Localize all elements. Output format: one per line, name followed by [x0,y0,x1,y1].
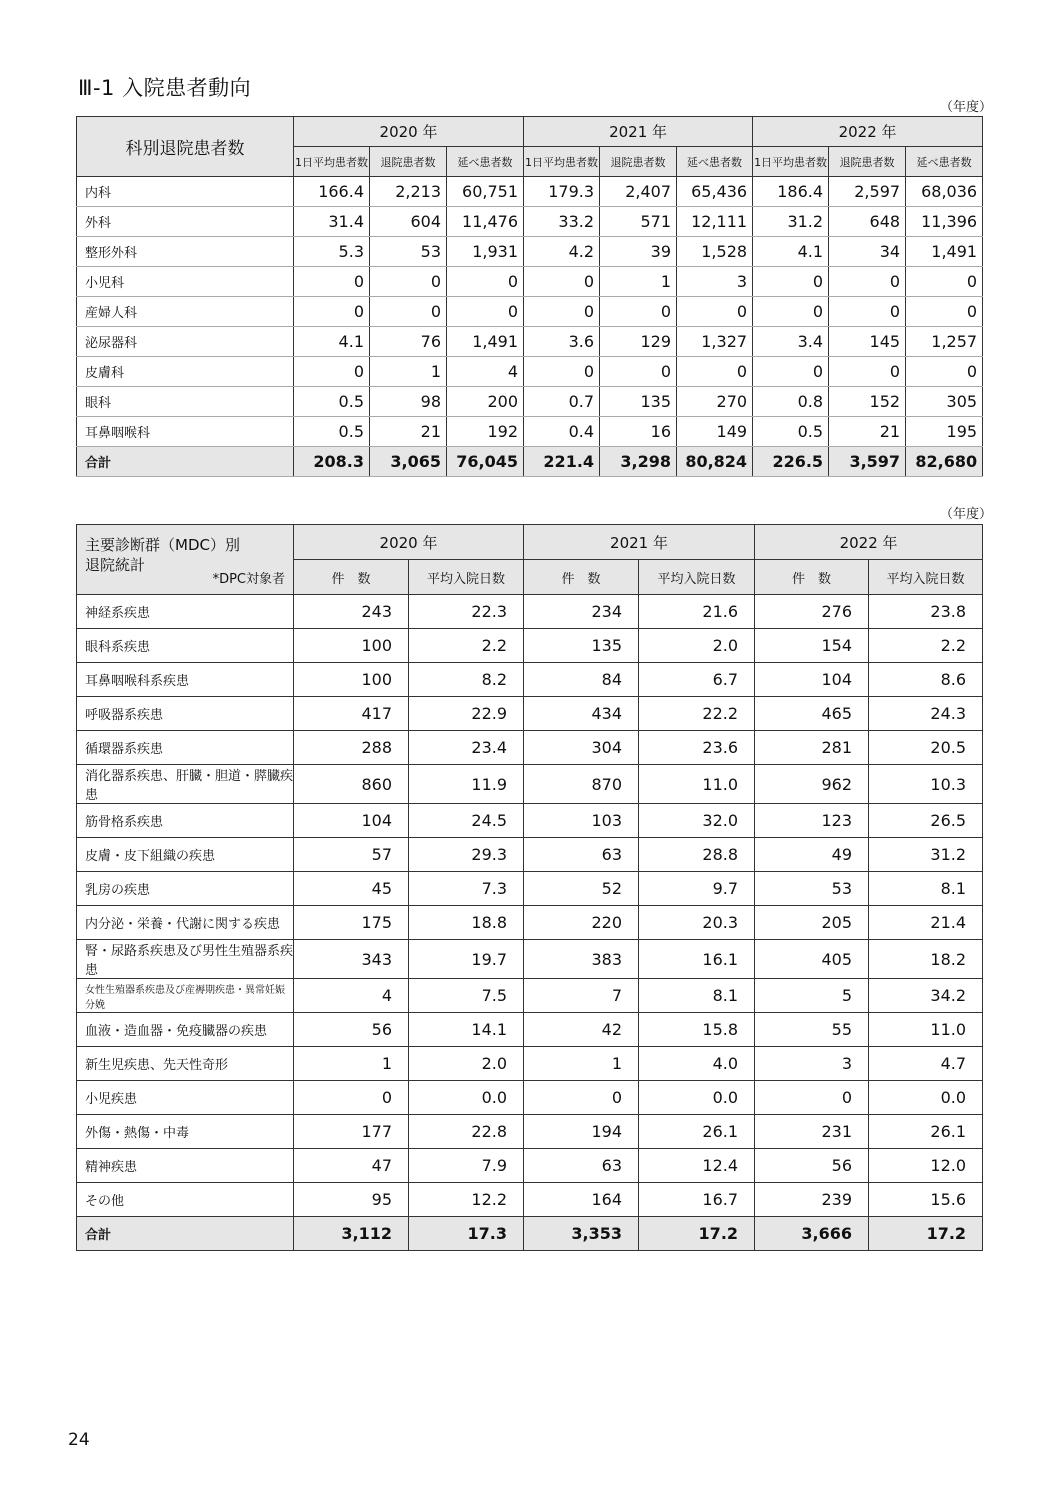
cell-value: 149 [677,417,753,447]
cell-value: 0.5 [294,417,370,447]
row-label: 産婦人科 [77,297,294,327]
table2-year-2021: 2021 年 [524,525,755,560]
cell-value: 231 [755,1115,869,1149]
cell-value: 21.4 [869,906,983,940]
cell-value: 29.3 [409,838,524,872]
cell-value: 4 [447,357,524,387]
cell-value: 16.1 [639,940,755,979]
cell-value: 0 [677,297,753,327]
row-label: 消化器系疾患、肝臓・胆道・膵臓疾患 [77,765,294,804]
total-value: 3,298 [600,447,677,477]
cell-value: 0 [524,357,600,387]
table1-year-2022: 2022 年 [753,117,983,147]
cell-value: 24.3 [869,697,983,731]
cell-value: 1 [524,1047,639,1081]
cell-value: 383 [524,940,639,979]
cell-value: 4.1 [294,327,370,357]
cell-value: 57 [294,838,409,872]
cell-value: 7.3 [409,872,524,906]
cell-value: 0.0 [869,1081,983,1115]
row-label: 眼科 [77,387,294,417]
cell-value: 220 [524,906,639,940]
table2-corner-subtitle: 退院統計 [85,556,146,574]
total-label: 合計 [77,1217,294,1251]
table-row [77,940,983,979]
cell-value: 7.9 [409,1149,524,1183]
row-label: 眼科系疾患 [77,629,294,663]
cell-value: 21.6 [639,595,755,629]
cell-value: 23.6 [639,731,755,765]
cell-value: 12.4 [639,1149,755,1183]
table-row [77,1047,983,1081]
cell-value: 39 [600,237,677,267]
table2-subheader: 件 数 [755,560,869,595]
cell-value: 0.5 [294,387,370,417]
cell-value: 45 [294,872,409,906]
total-value: 221.4 [524,447,600,477]
table-row [77,1013,983,1047]
table2-corner-title: 主要診断群（MDC）別 [85,536,240,554]
total-value: 17.3 [409,1217,524,1251]
cell-value: 0 [753,297,829,327]
cell-value: 4.1 [753,237,829,267]
row-label: 皮膚科 [77,357,294,387]
table-row [77,1149,983,1183]
total-value: 76,045 [447,447,524,477]
table2-subheader: 平均入院日数 [409,560,524,595]
total-value: 3,666 [755,1217,869,1251]
table-row [77,177,983,207]
total-value: 17.2 [869,1217,983,1251]
cell-value: 2,597 [829,177,906,207]
table1-subheader: 1日平均患者数 [753,147,829,177]
cell-value: 195 [906,417,983,447]
cell-value: 7.5 [409,979,524,1013]
table2-subheader: 件 数 [524,560,639,595]
cell-value: 23.4 [409,731,524,765]
row-label: 内科 [77,177,294,207]
cell-value: 0 [829,297,906,327]
table-row [77,417,983,447]
cell-value: 166.4 [294,177,370,207]
cell-value: 0 [370,267,447,297]
row-label: 耳鼻咽喉科系疾患 [77,663,294,697]
cell-value: 0 [447,267,524,297]
cell-value: 0 [294,267,370,297]
cell-value: 31.2 [869,838,983,872]
table-row [77,765,983,804]
cell-value: 12.0 [869,1149,983,1183]
cell-value: 95 [294,1183,409,1217]
cell-value: 63 [524,838,639,872]
cell-value: 34 [829,237,906,267]
cell-value: 22.8 [409,1115,524,1149]
cell-value: 186.4 [753,177,829,207]
table-row [77,387,983,417]
cell-value: 164 [524,1183,639,1217]
cell-value: 52 [524,872,639,906]
cell-value: 434 [524,697,639,731]
cell-value: 11.0 [869,1013,983,1047]
row-label: 小児疾患 [77,1081,294,1115]
cell-value: 0 [447,297,524,327]
cell-value: 860 [294,765,409,804]
cell-value: 0.7 [524,387,600,417]
cell-value: 56 [294,1013,409,1047]
cell-value: 18.2 [869,940,983,979]
cell-value: 962 [755,765,869,804]
cell-value: 11.9 [409,765,524,804]
total-value: 80,824 [677,447,753,477]
cell-value: 0 [906,357,983,387]
table1-subheader: 延べ患者数 [677,147,753,177]
table2-subheader: 件 数 [294,560,409,595]
row-label: 腎・尿路系疾患及び男性生殖器系疾患 [77,940,294,979]
cell-value: 100 [294,629,409,663]
cell-value: 0.0 [409,1081,524,1115]
cell-value: 343 [294,940,409,979]
table2-corner [77,525,294,595]
cell-value: 26.1 [639,1115,755,1149]
cell-value: 276 [755,595,869,629]
table1-subheader: 延べ患者数 [906,147,983,177]
cell-value: 4.0 [639,1047,755,1081]
cell-value: 33.2 [524,207,600,237]
table-row [77,1183,983,1217]
cell-value: 243 [294,595,409,629]
cell-value: 28.8 [639,838,755,872]
table1-subheader: 1日平均患者数 [524,147,600,177]
cell-value: 23.8 [869,595,983,629]
cell-value: 870 [524,765,639,804]
cell-value: 11,396 [906,207,983,237]
cell-value: 571 [600,207,677,237]
table-row [77,906,983,940]
cell-value: 26.5 [869,804,983,838]
cell-value: 200 [447,387,524,417]
cell-value: 1,257 [906,327,983,357]
cell-value: 0 [370,297,447,327]
cell-value: 405 [755,940,869,979]
table2-subheader: 平均入院日数 [639,560,755,595]
discharge-by-department-table [76,116,983,477]
cell-value: 288 [294,731,409,765]
table1-year-2021: 2021 年 [524,117,753,147]
cell-value: 3.4 [753,327,829,357]
cell-value: 12.2 [409,1183,524,1217]
table1-year-2020: 2020 年 [294,117,524,147]
table-row [77,267,983,297]
total-row [77,447,983,477]
cell-value: 0 [829,357,906,387]
cell-value: 1 [600,267,677,297]
row-label: 内分泌・栄養・代謝に関する疾患 [77,906,294,940]
cell-value: 104 [294,804,409,838]
table2-year-2020: 2020 年 [294,525,524,560]
cell-value: 11.0 [639,765,755,804]
cell-value: 135 [600,387,677,417]
row-label: 新生児疾患、先天性奇形 [77,1047,294,1081]
cell-value: 34.2 [869,979,983,1013]
cell-value: 31.4 [294,207,370,237]
cell-value: 9.7 [639,872,755,906]
cell-value: 304 [524,731,639,765]
row-label: 循環器系疾患 [77,731,294,765]
table-row [77,327,983,357]
cell-value: 22.3 [409,595,524,629]
cell-value: 0.8 [753,387,829,417]
cell-value: 465 [755,697,869,731]
row-label: 皮膚・皮下組織の疾患 [77,838,294,872]
cell-value: 76 [370,327,447,357]
cell-value: 179.3 [524,177,600,207]
unit-label-2: （年度） [940,507,993,522]
cell-value: 154 [755,629,869,663]
table-row [77,595,983,629]
cell-value: 239 [755,1183,869,1217]
table1-subheader: 延べ患者数 [447,147,524,177]
total-value: 3,353 [524,1217,639,1251]
cell-value: 3.6 [524,327,600,357]
cell-value: 0.0 [639,1081,755,1115]
table-row [77,629,983,663]
cell-value: 0 [755,1081,869,1115]
cell-value: 145 [829,327,906,357]
total-value: 208.3 [294,447,370,477]
cell-value: 2,213 [370,177,447,207]
total-value: 17.2 [639,1217,755,1251]
cell-value: 2,407 [600,177,677,207]
row-label: 耳鼻咽喉科 [77,417,294,447]
table2-subheader: 平均入院日数 [869,560,983,595]
table1-subheader: 退院患者数 [600,147,677,177]
cell-value: 68,036 [906,177,983,207]
row-label: 乳房の疾患 [77,872,294,906]
cell-value: 84 [524,663,639,697]
cell-value: 32.0 [639,804,755,838]
cell-value: 15.8 [639,1013,755,1047]
cell-value: 205 [755,906,869,940]
cell-value: 3 [677,267,753,297]
table1-subheader: 1日平均患者数 [294,147,370,177]
table-row [77,872,983,906]
cell-value: 6.7 [639,663,755,697]
cell-value: 129 [600,327,677,357]
cell-value: 604 [370,207,447,237]
cell-value: 104 [755,663,869,697]
cell-value: 20.5 [869,731,983,765]
cell-value: 12,111 [677,207,753,237]
cell-value: 305 [906,387,983,417]
cell-value: 8.6 [869,663,983,697]
total-row [77,1217,983,1251]
cell-value: 20.3 [639,906,755,940]
cell-value: 0 [294,297,370,327]
cell-value: 0 [677,357,753,387]
cell-value: 11,476 [447,207,524,237]
table-row [77,804,983,838]
total-label: 合計 [77,447,294,477]
cell-value: 56 [755,1149,869,1183]
total-value: 82,680 [906,447,983,477]
row-label: 整形外科 [77,237,294,267]
cell-value: 26.1 [869,1115,983,1149]
cell-value: 135 [524,629,639,663]
cell-value: 2.2 [409,629,524,663]
table2-year-2022: 2022 年 [755,525,983,560]
table-row [77,1115,983,1149]
cell-value: 152 [829,387,906,417]
row-label: 外傷・熱傷・中毒 [77,1115,294,1149]
cell-value: 55 [755,1013,869,1047]
cell-value: 7 [524,979,639,1013]
cell-value: 0 [600,297,677,327]
cell-value: 0.5 [753,417,829,447]
cell-value: 0 [524,297,600,327]
cell-value: 5.3 [294,237,370,267]
table-row [77,838,983,872]
cell-value: 4.2 [524,237,600,267]
table1-subheader: 退院患者数 [370,147,447,177]
cell-value: 0 [294,1081,409,1115]
cell-value: 270 [677,387,753,417]
cell-value: 19.7 [409,940,524,979]
cell-value: 0.4 [524,417,600,447]
cell-value: 24.5 [409,804,524,838]
row-label: 呼吸器系疾患 [77,697,294,731]
row-label: 血液・造血器・免疫臓器の疾患 [77,1013,294,1047]
cell-value: 417 [294,697,409,731]
cell-value: 2.0 [409,1047,524,1081]
cell-value: 1 [370,357,447,387]
cell-value: 100 [294,663,409,697]
cell-value: 192 [447,417,524,447]
cell-value: 2.0 [639,629,755,663]
cell-value: 14.1 [409,1013,524,1047]
cell-value: 1,327 [677,327,753,357]
cell-value: 0 [753,357,829,387]
cell-value: 8.1 [639,979,755,1013]
cell-value: 0 [829,267,906,297]
cell-value: 3 [755,1047,869,1081]
cell-value: 49 [755,838,869,872]
page-number: 24 [68,1430,90,1450]
cell-value: 18.8 [409,906,524,940]
page-title: Ⅲ-1 入院患者動向 [78,76,252,100]
table1-subheader: 退院患者数 [829,147,906,177]
cell-value: 53 [370,237,447,267]
table-row [77,207,983,237]
cell-value: 21 [370,417,447,447]
cell-value: 21 [829,417,906,447]
row-label: 筋骨格系疾患 [77,804,294,838]
table-row [77,731,983,765]
cell-value: 177 [294,1115,409,1149]
table-row [77,357,983,387]
cell-value: 15.6 [869,1183,983,1217]
cell-value: 123 [755,804,869,838]
total-value: 3,597 [829,447,906,477]
cell-value: 22.2 [639,697,755,731]
table-row [77,1081,983,1115]
cell-value: 31.2 [753,207,829,237]
table-row [77,297,983,327]
row-label: 神経系疾患 [77,595,294,629]
cell-value: 0 [524,267,600,297]
table-row [77,979,983,1013]
cell-value: 1,491 [906,237,983,267]
cell-value: 16.7 [639,1183,755,1217]
table1-corner: 科別退院患者数 [77,117,294,177]
cell-value: 53 [755,872,869,906]
cell-value: 4.7 [869,1047,983,1081]
cell-value: 63 [524,1149,639,1183]
cell-value: 16 [600,417,677,447]
total-value: 3,065 [370,447,447,477]
cell-value: 281 [755,731,869,765]
cell-value: 0 [524,1081,639,1115]
cell-value: 103 [524,804,639,838]
row-label: 女性生殖器系疾患及び産褥期疾患・異常妊娠分娩 [77,979,294,1013]
total-value: 3,112 [294,1217,409,1251]
table-row [77,697,983,731]
row-label: 外科 [77,207,294,237]
cell-value: 10.3 [869,765,983,804]
cell-value: 0 [600,357,677,387]
cell-value: 0 [906,297,983,327]
row-label: 精神疾患 [77,1149,294,1183]
row-label: 泌尿器科 [77,327,294,357]
cell-value: 60,751 [447,177,524,207]
cell-value: 4 [294,979,409,1013]
cell-value: 0 [294,357,370,387]
cell-value: 1 [294,1047,409,1081]
table-row [77,663,983,697]
cell-value: 194 [524,1115,639,1149]
table2-corner-note: *DPC対象者 [212,572,285,587]
unit-label-1: （年度） [940,100,993,115]
cell-value: 98 [370,387,447,417]
row-label: 小児科 [77,267,294,297]
cell-value: 22.9 [409,697,524,731]
cell-value: 648 [829,207,906,237]
cell-value: 5 [755,979,869,1013]
table-row [77,237,983,267]
cell-value: 0 [906,267,983,297]
cell-value: 8.2 [409,663,524,697]
cell-value: 47 [294,1149,409,1183]
cell-value: 1,491 [447,327,524,357]
cell-value: 42 [524,1013,639,1047]
cell-value: 65,436 [677,177,753,207]
cell-value: 1,528 [677,237,753,267]
row-label: その他 [77,1183,294,1217]
cell-value: 175 [294,906,409,940]
cell-value: 8.1 [869,872,983,906]
cell-value: 2.2 [869,629,983,663]
cell-value: 0 [753,267,829,297]
cell-value: 1,931 [447,237,524,267]
cell-value: 234 [524,595,639,629]
total-value: 226.5 [753,447,829,477]
mdc-discharge-table [76,524,983,1251]
